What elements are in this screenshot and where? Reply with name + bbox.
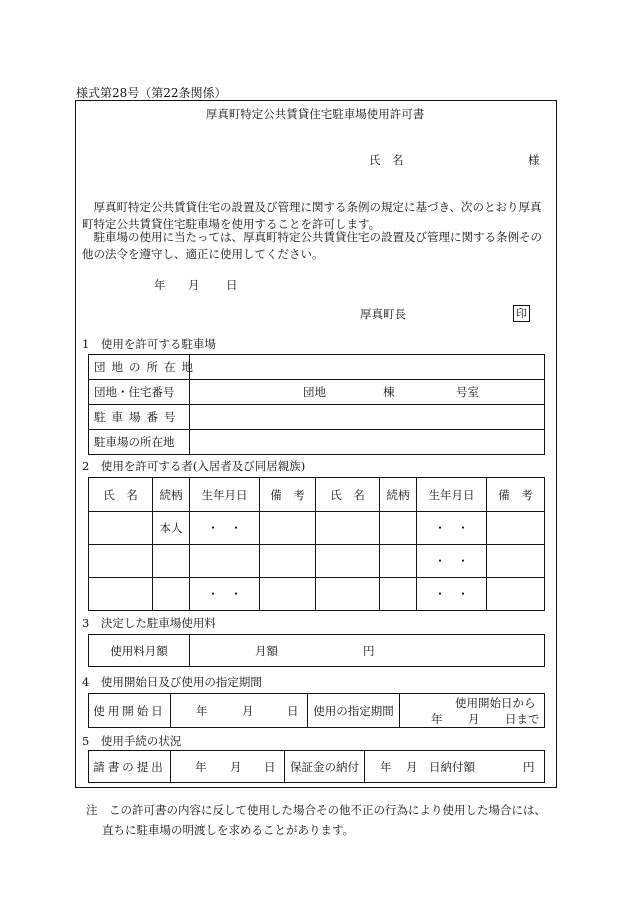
remarks-cell[interactable] <box>487 545 545 578</box>
note-line-1: 注 この許可書の内容に反して使用した場合その他不正の行為により使用した場合には、 <box>86 803 546 817</box>
unit-number-cell[interactable] <box>190 380 545 405</box>
issuer-name: 厚真町長 <box>360 307 406 321</box>
start-day: 日 <box>287 704 299 718</box>
relation-cell[interactable] <box>380 545 417 578</box>
remarks-cell[interactable] <box>260 512 316 545</box>
header-name-1: 氏 名 <box>89 478 153 512</box>
section5-heading: 5 使用手続の状況 <box>82 734 182 748</box>
submission-date-cell[interactable] <box>171 751 285 783</box>
fee-label: 使用料月額 <box>89 635 190 667</box>
period-label: 使用の指定期間 <box>308 694 400 728</box>
relation-self: 本人 <box>153 512 190 545</box>
fee-cell[interactable] <box>190 635 545 667</box>
date-month: 月 <box>188 278 200 292</box>
header-birthdate-2: 生年月日 <box>417 478 487 512</box>
period-year: 年 <box>431 712 443 726</box>
row-label-parking-number: 駐車場番号 <box>89 405 190 430</box>
start-month: 月 <box>242 704 254 718</box>
submit-month: 月 <box>230 760 242 774</box>
section1-heading: 1 使用を許可する駐車場 <box>82 337 216 351</box>
period-until: 日まで <box>505 712 540 726</box>
body-paragraph-2 <box>82 229 550 262</box>
birthdate-dots: ・ ・ <box>417 578 487 611</box>
section3-heading: 3 決定した駐車場使用料 <box>82 616 216 630</box>
deposit-yen: 円 <box>523 760 535 774</box>
form-number: 様式第28号（第22条関係） <box>76 86 227 100</box>
name-cell[interactable] <box>89 578 153 611</box>
start-date-cell[interactable] <box>171 694 308 728</box>
name-cell[interactable] <box>89 545 153 578</box>
unit-goshitsu: 号室 <box>456 385 479 399</box>
header-remarks-1: 備 考 <box>260 478 316 512</box>
residents-table <box>88 477 545 611</box>
fee-monthly: 月額 <box>255 644 278 658</box>
section2-heading: 2 使用を許可する者(入居者及び同居親族) <box>82 459 306 473</box>
relation-cell[interactable] <box>380 578 417 611</box>
deposit-cell[interactable] <box>365 751 545 783</box>
body-para2-line1: 駐車場の使用に当たっては、厚真町特定公共賃貸住宅の設置及び管理に関する条例その <box>82 230 542 244</box>
document-title: 厚真町特定公共賃貸住宅駐車場使用許可書 <box>205 107 425 121</box>
note-line-2: 直ちに駐車場の明渡しを求めることがあります。 <box>102 823 355 837</box>
procedure-table <box>88 750 545 783</box>
header-relation-1: 続柄 <box>153 478 190 512</box>
remarks-cell[interactable] <box>487 578 545 611</box>
birthdate-dots: ・ ・ <box>417 545 487 578</box>
location-cell[interactable] <box>190 355 545 380</box>
parking-number-cell[interactable] <box>190 405 545 430</box>
remarks-cell[interactable] <box>487 512 545 545</box>
deposit-label: 保証金の納付 <box>285 751 365 783</box>
body-para1-line1: 厚真町特定公共賃貸住宅の設置及び管理に関する条例の規定に基づき、次のとおり厚真 <box>82 200 542 214</box>
recipient-name-label: 氏 名 <box>369 153 404 167</box>
body-para2-line2: 他の法令を遵守し、適正に使用してください。 <box>82 246 324 261</box>
header-remarks-2: 備 考 <box>487 478 545 512</box>
submission-label: 請書の提出 <box>89 751 171 783</box>
fee-table <box>88 634 545 667</box>
body-para1-line2: 町特定公共賃貸住宅駐車場を使用することを許可します。 <box>82 216 381 231</box>
row-label-location: 団地の所在地 <box>89 355 190 380</box>
birthdate-dots: ・ ・ <box>190 512 260 545</box>
name-cell[interactable] <box>316 545 380 578</box>
header-birthdate-1: 生年月日 <box>190 478 260 512</box>
unit-danchi: 団地 <box>303 385 326 399</box>
section4-heading: 4 使用開始日及び使用の指定期間 <box>82 675 262 689</box>
table-row <box>89 545 545 578</box>
fee-yen: 円 <box>363 644 375 658</box>
unit-tou: 棟 <box>383 385 395 399</box>
birthdate-cell[interactable] <box>190 545 260 578</box>
start-year: 年 <box>196 704 208 718</box>
relation-cell[interactable] <box>380 512 417 545</box>
row-label-parking-location: 駐車場の所在地 <box>89 430 190 455</box>
birthdate-dots: ・ ・ <box>190 578 260 611</box>
period-table <box>88 693 545 728</box>
recipient-honorific: 様 <box>528 153 540 167</box>
period-from: 使用開始日から <box>455 696 536 710</box>
table-row <box>89 578 545 611</box>
parking-table <box>88 354 545 455</box>
name-cell[interactable] <box>89 512 153 545</box>
relation-cell[interactable] <box>153 578 190 611</box>
deposit-year: 年 <box>380 760 392 774</box>
period-cell[interactable] <box>400 694 545 728</box>
remarks-cell[interactable] <box>260 578 316 611</box>
relation-cell[interactable] <box>153 545 190 578</box>
birthdate-dots: ・ ・ <box>417 512 487 545</box>
header-relation-2: 続柄 <box>380 478 417 512</box>
submit-year: 年 <box>195 760 207 774</box>
parking-location-cell[interactable] <box>190 430 545 455</box>
body-paragraph-1 <box>82 199 550 232</box>
deposit-month: 月 <box>406 760 418 774</box>
period-month: 月 <box>468 712 480 726</box>
name-cell[interactable] <box>316 512 380 545</box>
row-label-unit-number: 団地・住宅番号 <box>89 380 190 405</box>
date-year: 年 <box>154 278 166 292</box>
date-day: 日 <box>226 278 238 292</box>
table-row <box>89 512 545 545</box>
start-date-label: 使用開始日 <box>89 694 171 728</box>
remarks-cell[interactable] <box>260 545 316 578</box>
submit-day: 日 <box>264 760 276 774</box>
seal-icon: 印 <box>513 305 530 322</box>
name-cell[interactable] <box>316 578 380 611</box>
deposit-paid-label: 日納付額 <box>429 760 475 774</box>
header-name-2: 氏 名 <box>316 478 380 512</box>
